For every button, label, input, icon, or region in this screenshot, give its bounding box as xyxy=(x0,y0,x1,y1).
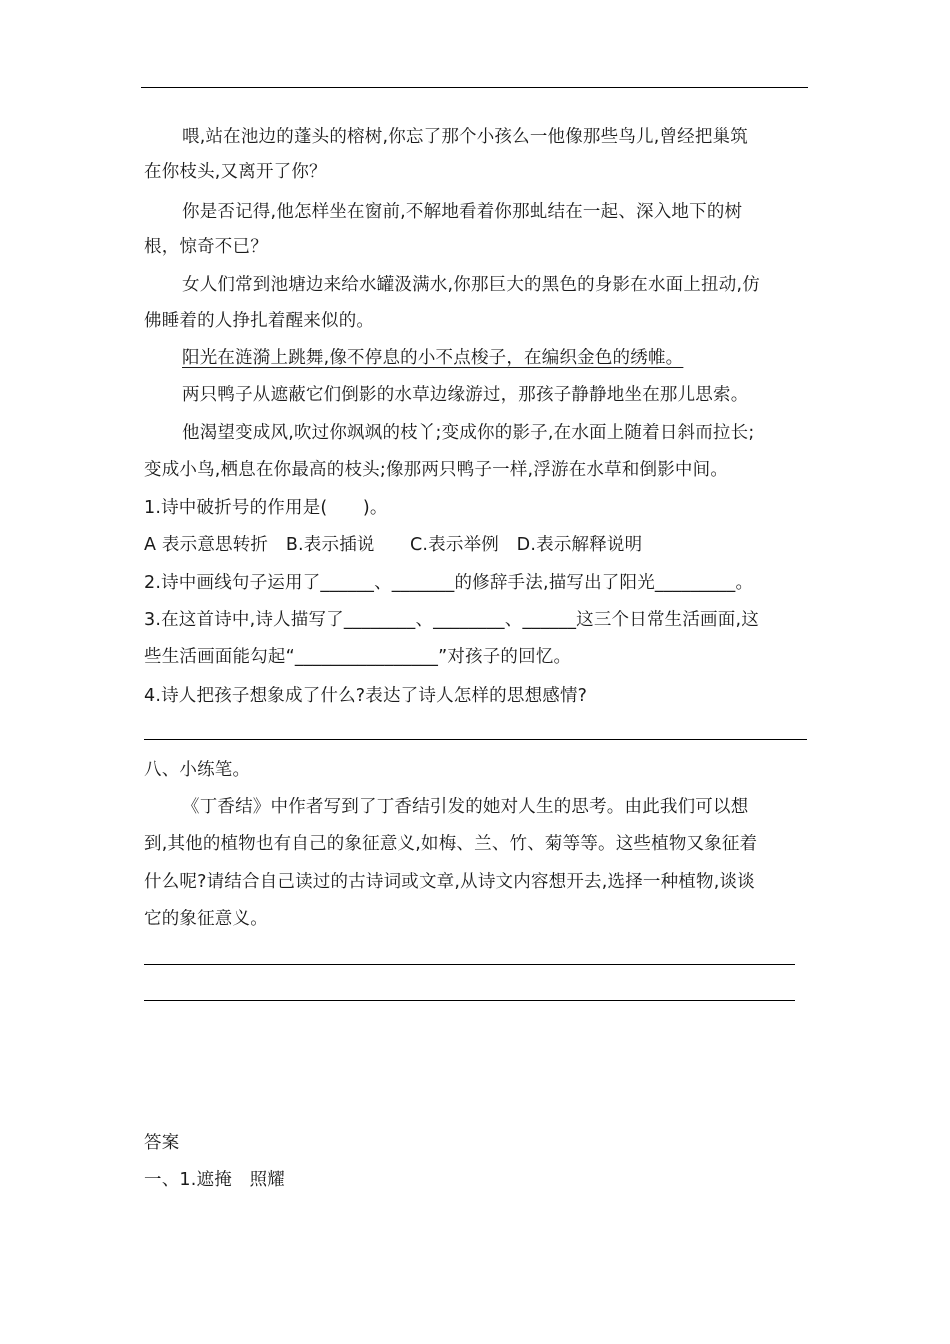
question-3: 3.在这首诗中,诗人描写了________、________、______这三个日常生活画面,这 xyxy=(144,610,759,630)
poem-line: 喂,站在池边的蓬头的榕树,你忘了那个小孩么一他像那些鸟儿,曾经把巢筑 xyxy=(182,127,748,147)
poem-line: 根，惊奇不已？ xyxy=(144,237,268,257)
writing-line xyxy=(144,1000,795,1001)
exercise-text: 《丁香结》中作者写到了丁香结引发的她对人生的思考。由此我们可以想 xyxy=(182,797,749,817)
poem-line: 你是否记得,他怎样坐在窗前,不解地看着你那虬结在一起、深入地下的树 xyxy=(182,202,743,222)
question-3-continued: 些生活画面能勾起“________________”对孩子的回忆。 xyxy=(144,647,572,667)
answers-heading: 答案 xyxy=(144,1133,180,1153)
answer-item: 一、1.遮掩 照耀 xyxy=(144,1170,285,1190)
exercise-text: 什么呢?请结合自己读过的古诗词或文章,从诗文内容想开去,选择一种植物,谈谈 xyxy=(144,872,755,892)
underlined-sentence: 阳光在涟漪上跳舞,像不停息的小不点梭子，在编织金色的绣帷。 xyxy=(182,348,684,368)
question-1-options: A 表示意思转折 B.表示插说 C.表示举例 D.表示解释说明 xyxy=(144,535,643,555)
poem-line: 两只鸭子从遮蔽它们倒影的水草边缘游过，那孩子静静地坐在那儿思索。 xyxy=(182,385,749,405)
poem-line: 佛睡着的人挣扎着醒来似的。 xyxy=(144,311,375,331)
header-rule xyxy=(141,87,808,88)
exercise-text: 它的象征意义。 xyxy=(144,909,268,929)
poem-line: 在你枝头,又离开了你？ xyxy=(144,162,327,182)
writing-line xyxy=(144,964,795,965)
answer-line xyxy=(144,739,807,740)
question-4: 4.诗人把孩子想象成了什么?表达了诗人怎样的思想感情? xyxy=(144,686,588,706)
poem-line: 女人们常到池塘边来给水罐汲满水,你那巨大的黑色的身影在水面上扭动,仿 xyxy=(182,275,760,295)
question-1: 1.诗中破折号的作用是( )。 xyxy=(144,498,388,518)
poem-line: 变成小鸟,栖息在你最高的枝头;像那两只鸭子一样,浮游在水草和倒影中间。 xyxy=(144,460,729,480)
question-2: 2.诗中画线句子运用了______、_______的修辞手法,描写出了阳光_________。 xyxy=(144,573,754,593)
poem-line: 他渴望变成风,吹过你飒飒的枝丫;变成你的影子,在水面上随着日斜而拉长; xyxy=(182,423,755,443)
exercise-text: 到,其他的植物也有自己的象征意义,如梅、兰、竹、菊等等。这些植物又象征着 xyxy=(144,834,758,854)
section-heading: 八、小练笔。 xyxy=(144,760,251,780)
